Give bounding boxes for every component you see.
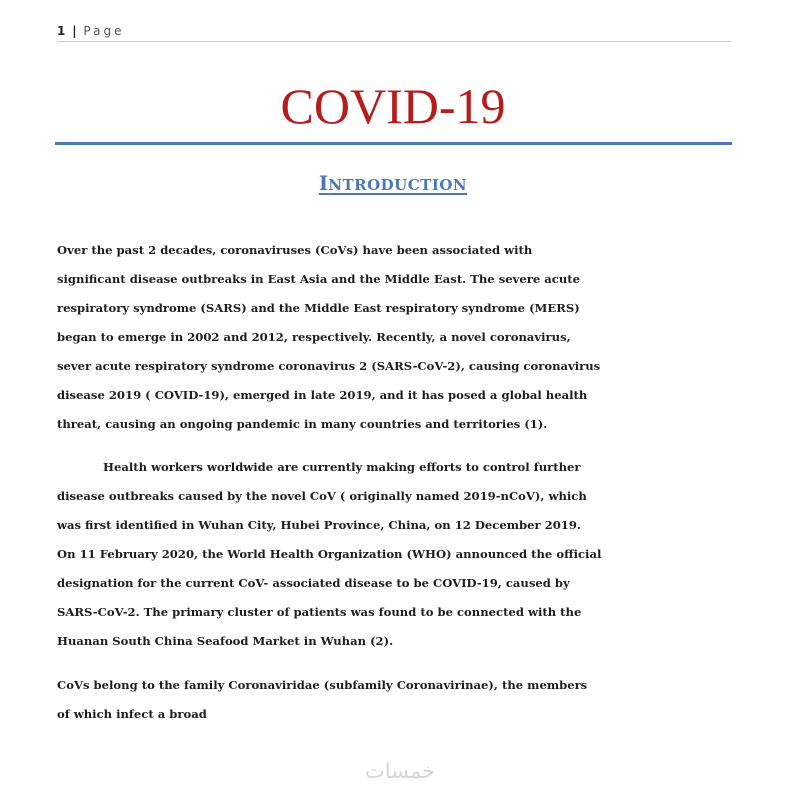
paragraph-line: Huanan South China Seafood Market in Wuhan (2). bbox=[57, 634, 394, 648]
watermark-logo: خمسات bbox=[364, 759, 436, 783]
title-divider bbox=[55, 142, 732, 145]
paragraph-line: designation for the current CoV- associated disease to be COVID-19, caused by bbox=[57, 576, 570, 590]
paragraph-line: SARS-CoV-2. The primary cluster of patients was found to be connected with the bbox=[57, 605, 582, 619]
section-heading-rest: NTRODUCTION bbox=[328, 176, 468, 194]
section-heading-introduction bbox=[0, 170, 786, 198]
paragraph-line: disease 2019 ( COVID-19), emerged in late 2019, and it has posed a global health bbox=[57, 388, 588, 402]
paragraph-line: of which infect a broad bbox=[57, 707, 207, 721]
paragraph-line: Over the past 2 decades, coronaviruses (CoVs) have been associated with bbox=[57, 243, 533, 257]
page-number: 1 bbox=[57, 24, 66, 38]
page-header bbox=[57, 22, 731, 42]
paragraph-line: disease outbreaks caused by the novel CoV ( originally named 2019-nCoV), which bbox=[57, 489, 587, 503]
paragraph-line: Health workers worldwide are currently making efforts to control further bbox=[103, 460, 581, 474]
paragraph-3 bbox=[57, 671, 747, 729]
paragraph-line: threat, causing an ongoing pandemic in many countries and territories (1). bbox=[57, 417, 548, 431]
paragraph-2 bbox=[57, 453, 747, 656]
paragraph-line: was first identified in Wuhan City, Hubei Province, China, on 12 December 2019. bbox=[57, 518, 581, 532]
paragraph-line: sever acute respiratory syndrome coronavirus 2 (SARS-CoV-2), causing coronavirus bbox=[57, 359, 601, 373]
paragraph-line: significant disease outbreaks in East Asia and the Middle East. The severe acute bbox=[57, 272, 580, 286]
section-heading-initial: I bbox=[318, 171, 329, 195]
paragraph-line: began to emerge in 2002 and 2012, respectively. Recently, a novel coronavirus, bbox=[57, 330, 571, 344]
page-label: Page bbox=[83, 24, 125, 38]
document-title: COVID-19 bbox=[280, 78, 506, 134]
paragraph-line: On 11 February 2020, the World Health Organization (WHO) announced the official bbox=[57, 547, 602, 561]
header-separator: | bbox=[72, 24, 77, 38]
paragraph-line: CoVs belong to the family Coronaviridae (subfamily Coronavirinae), the members bbox=[57, 678, 588, 692]
paragraph-line: respiratory syndrome (SARS) and the Middle East respiratory syndrome (MERS) bbox=[57, 301, 580, 315]
paragraph-1 bbox=[57, 236, 747, 439]
